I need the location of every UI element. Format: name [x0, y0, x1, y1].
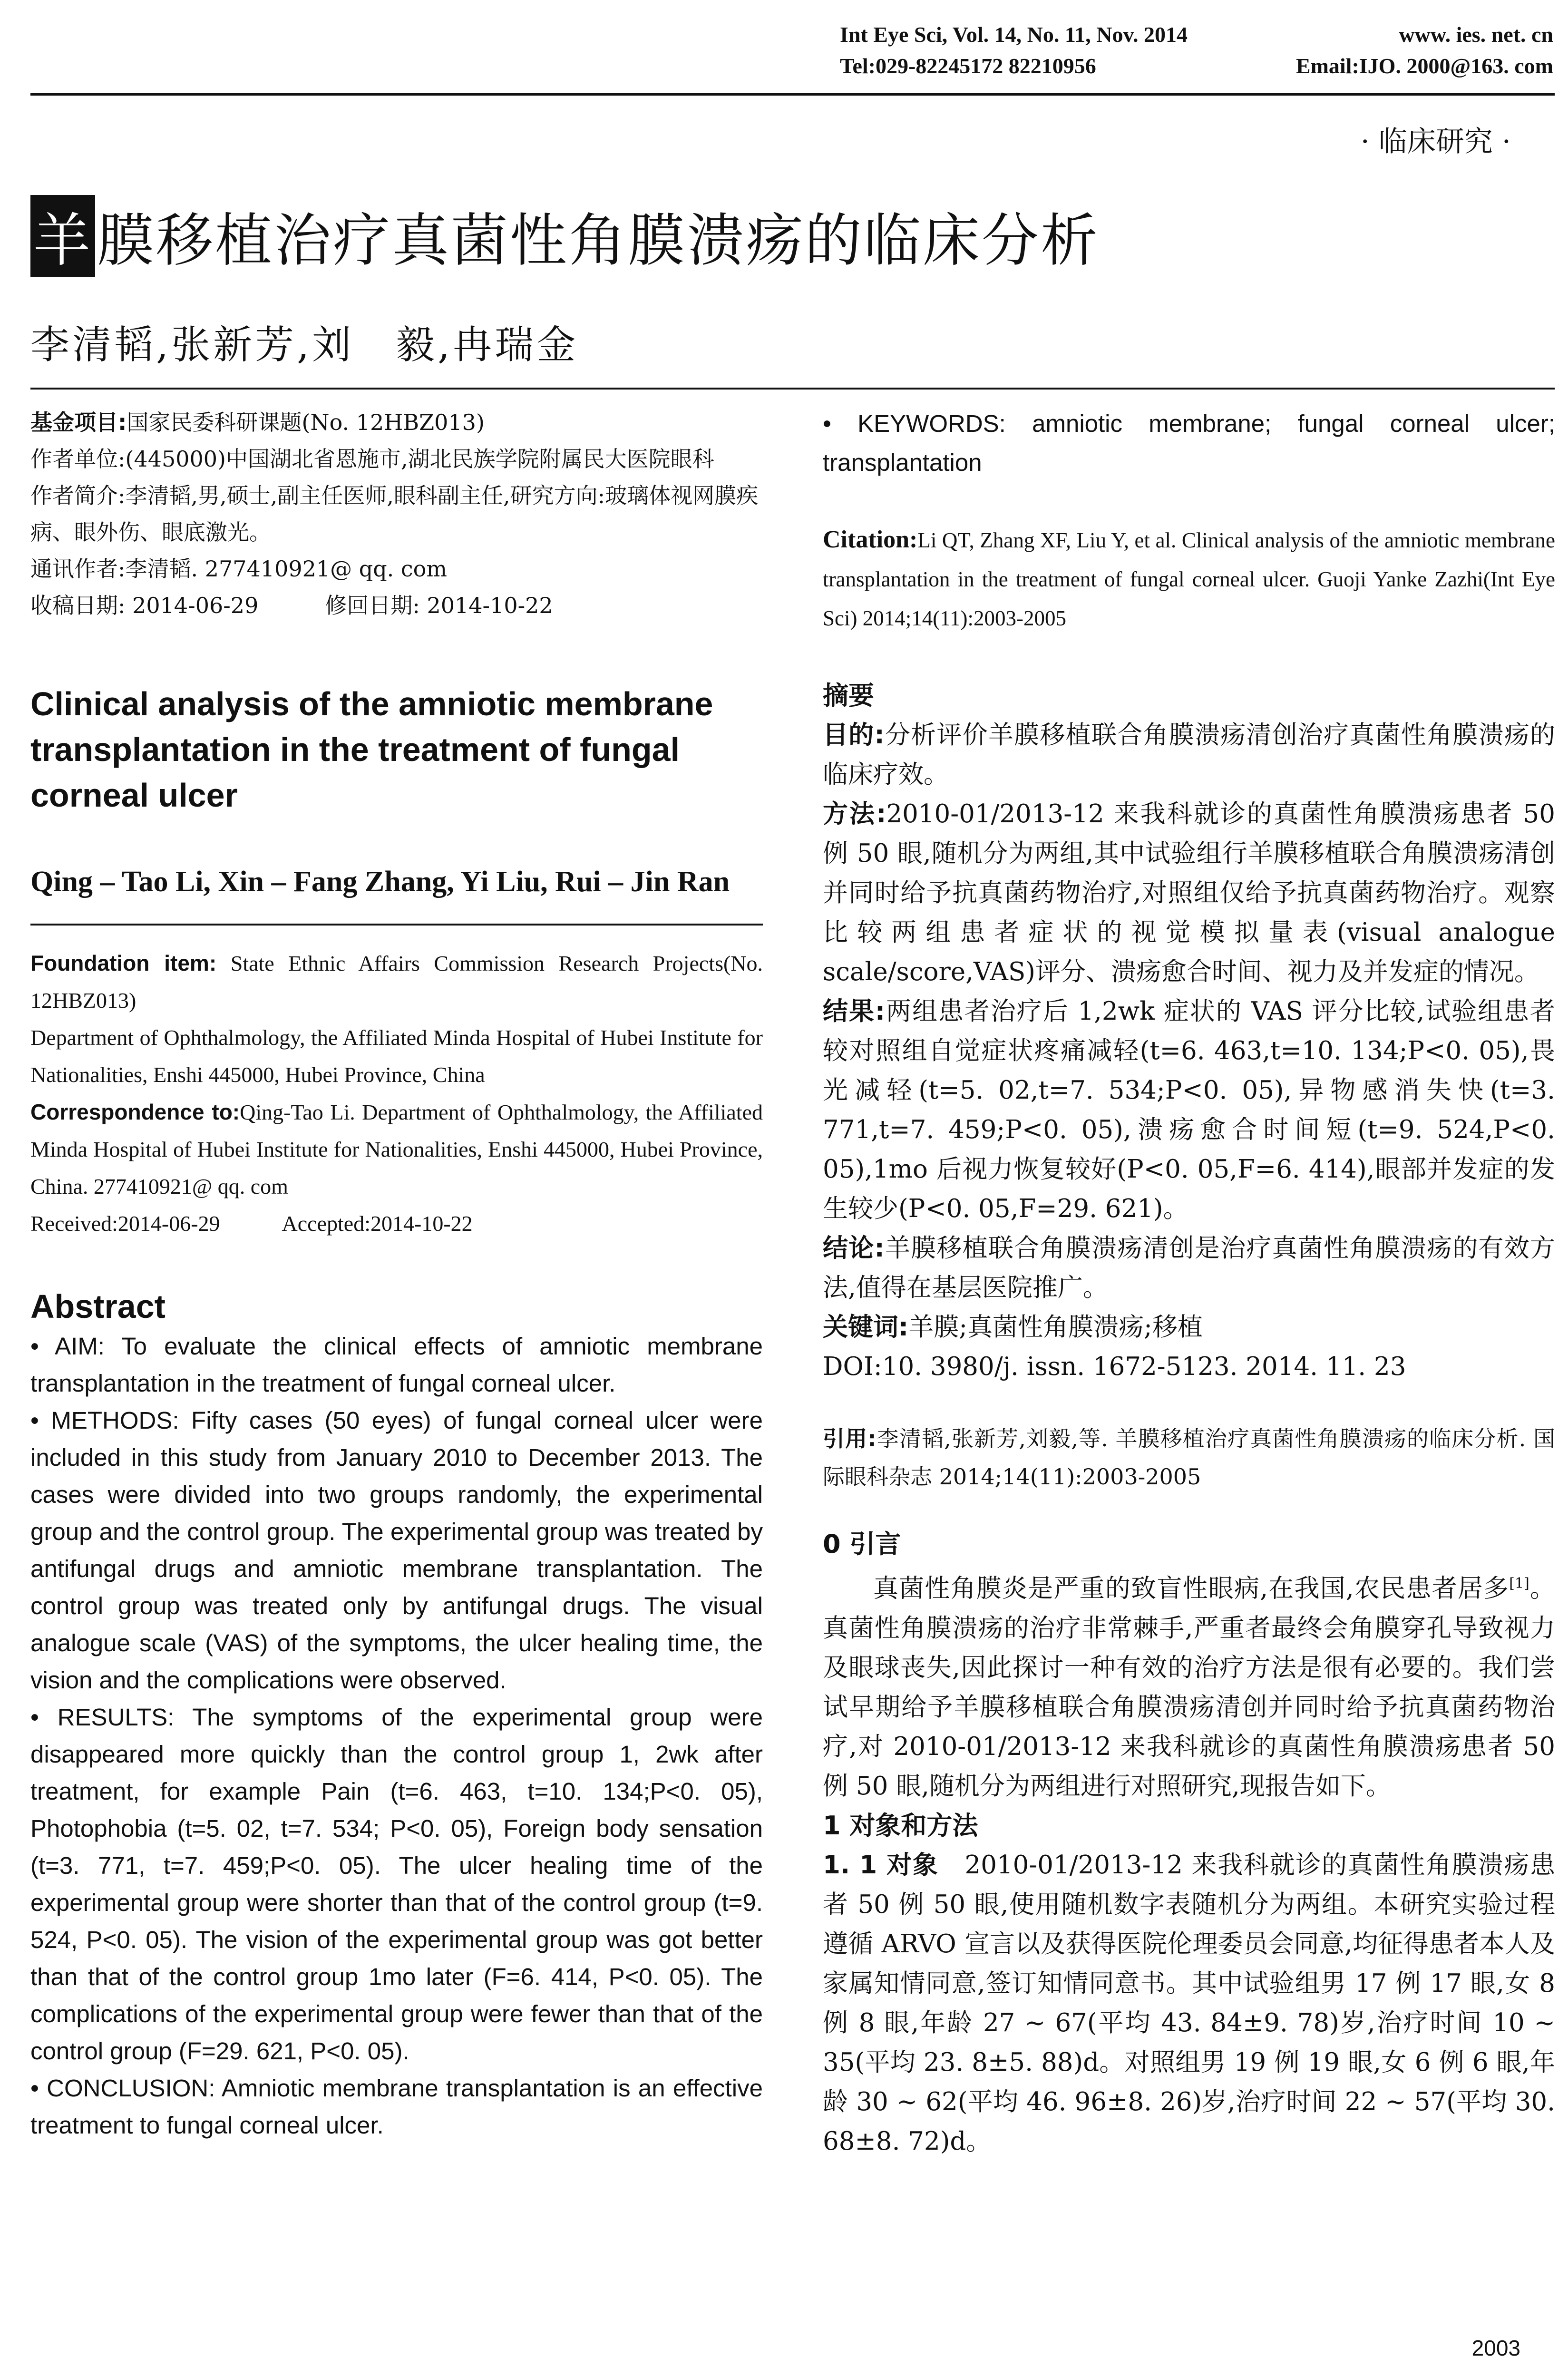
summary-methods — [823, 794, 1555, 992]
corr-text: 李清韬. 277410921@ qq. com — [125, 556, 447, 582]
department-line: Department of Ophthalmology, the Affiliated Minda Hospital of Hubei Institute for Nationalities, Enshi 445000, Hubei Province, China — [30, 1025, 763, 1087]
intro-paragraph — [823, 1564, 1555, 1806]
summary-heading: 摘要 — [823, 681, 874, 711]
intro-heading: 0 引言 — [823, 1529, 901, 1559]
unit-label: 作者单位: — [30, 446, 126, 472]
summary-methods-text: 2010-01/2013-12 来我科就诊的真菌性角膜溃疡患者 50 例 50 眼,随机分为两组,其中试验组行羊膜移植联合角膜溃疡清创并同时给予抗真菌药物治疗,对照组仅给予抗真菌药物治疗。观察比较两组患者症状的视觉模拟量表(visual analogue scale/score,VAS)评分、溃疡愈合时间、视力及并发症的情况。 — [823, 799, 1555, 986]
methods-paragraph — [823, 1845, 1555, 2161]
foundation-label: Foundation item: — [30, 951, 217, 975]
section-tag: · 临床研究 · — [1360, 125, 1511, 158]
title-first-char: 羊 — [30, 195, 95, 277]
dates-line-cn — [30, 587, 763, 624]
summary-conclusion — [823, 1228, 1555, 1307]
intro-ref: [1] — [1509, 1575, 1529, 1592]
correspondence-line — [30, 1093, 763, 1205]
summary-aim-label: 目的: — [823, 721, 885, 750]
page-number: 2003 — [1471, 2336, 1520, 2360]
summary-methods-label: 方法: — [823, 799, 886, 828]
journal-email: Email:IJO. 2000@163. com — [1295, 54, 1553, 78]
summary-keywords-label: 关键词: — [823, 1313, 909, 1342]
accepted-date-en: Accepted:2014-10-22 — [282, 1211, 473, 1236]
unit-text: (445000)中国湖北省恩施市,湖北民族学院附属民大医院眼科 — [125, 446, 714, 472]
left-column — [30, 404, 763, 2144]
abstract-heading: Abstract — [30, 1288, 166, 1325]
revised-date-cn: 修回日期: 2014-10-22 — [325, 593, 553, 618]
received-date-cn: 收稿日期: 2014-06-29 — [30, 593, 259, 618]
bio-label: 作者简介: — [30, 483, 126, 508]
keywords-en: • KEYWORDS: amniotic membrane; fungal corneal ulcer; transplantation — [823, 410, 1555, 476]
summary-results-label: 结果: — [823, 997, 886, 1026]
citation-en — [823, 520, 1555, 638]
article-title-en: Clinical analysis of the amniotic membrane transplantation in the treatment of fungal corneal ulcer — [30, 685, 713, 814]
abstract-conclusion: • CONCLUSION: Amniotic membrane transplantation is an effective treatment to fungal corneal ulcer. — [30, 2075, 763, 2139]
citation-label: Citation: — [823, 526, 918, 553]
received-date-en: Received:2014-06-29 — [30, 1211, 220, 1236]
citation-text: Li QT, Zhang XF, Liu Y, et al. Clinical analysis of the amniotic membrane transplantation in the treatment of fungal corneal ulcer. Guoji Yanke Zazhi(Int Eye Sci) 2014;14(11):2003-2005 — [823, 528, 1555, 630]
article-info-cn — [30, 404, 763, 624]
summary-conclusion-label: 结论: — [823, 1234, 885, 1263]
article-title-cn — [30, 195, 1100, 277]
intro-text-2: 。真菌性角膜溃疡的治疗非常棘手,严重者最终会角膜穿孔导致视力及眼球丧失,因此探讨一种有效的治疗方法是很有必要的。我们尝试早期给予羊膜移植联合角膜溃疡清创并同时给予抗真菌药物治疗,对 2010-01/2013-12 来我科就诊的真菌性角膜溃疡患者 50 例 50 眼,随机分为两组进行对照研究,现报告如下。 — [823, 1574, 1555, 1801]
right-column — [823, 404, 1555, 2161]
authors-cn: 李清韬,张新芳,刘 毅,冉瑞金 — [30, 322, 579, 368]
summary-results-text: 两组患者治疗后 1,2wk 症状的 VAS 评分比较,试验组患者较对照组自觉症状疼痛减轻(t=6. 463,t=10. 134;P<0. 05),畏光减轻(t=5. 02,t=7. 534;P<0. 05),异物感消失快(t=3. 771,t=7. 459;P<0. 05),溃疡愈合时间短(t=9. 524,P<0. 05),1mo 后视力恢复较好(P<0. 05,F=6. 414),眼部并发症的发生较少(P<0. 05,F=29. 621)。 — [823, 997, 1556, 1223]
abstract-results: • RESULTS: The symptoms of the experimental group were disappeared more quickly than the control group 1, 2wk after treatment, for example Pain (t=6. 463, t=10. 134;P<0. 05), Photophobia (t=5. 02, t=7. 534; P<0. 05), Foreign body sensation (t=3. 771, t=7. 459;P<0. 05). The ulcer healing time of the experimental group were shorter than that of the control group (t=9. 524, P<0. 05). The vision of the experimental group was got better than that of the control group 1mo later (F=6. 414, P<0. 05). The complications of the experimental group were fewer than that of the control group (F=29. 621, P<0. 05). — [30, 1704, 763, 2065]
corr-label: 通讯作者: — [30, 556, 126, 582]
bio-text: 李清韬,男,硕士,副主任医师,眼科副主任,研究方向:玻璃体视网膜疾病、眼外伤、眼底激光。 — [30, 483, 759, 545]
summary-results — [823, 992, 1555, 1228]
title-rest: 膜移植治疗真菌性角膜溃疡的临床分析 — [97, 208, 1100, 274]
journal-info: Int Eye Sci, Vol. 14, No. 11, Nov. 2014 — [840, 22, 1188, 47]
correspondence-text: Qing-Tao Li. Department of Ophthalmology, the Affiliated Minda Hospital of Hubei Institute for Nationalities, Enshi 445000, Hubei Province, China. 277410921@ qq. com — [30, 1100, 763, 1198]
summary-keywords-text: 羊膜;真菌性角膜溃疡;移植 — [908, 1313, 1203, 1342]
foundation-line — [30, 945, 763, 1019]
journal-website: www. ies. net. cn — [1399, 22, 1553, 47]
methods-text: 2010-01/2013-12 来我科就诊的真菌性角膜溃疡患者 50 例 50 眼,使用随机数字表随机分为两组。本研究实验过程遵循 ARVO 宣言以及获得医院伦理委员会同意,均征得患者本人及家属知情同意,签订知情同意书。其中试验组男 17 例 17 眼,女 8 例 8 眼,年龄 27 ~ 67(平均 43. 84±9. 78)岁,治疗时间 10 ~ 35(平均 23. 8±5. 88)d。对照组男 19 例 19 眼,女 6 例 6 眼,年龄 30 ~ 62(平均 46. 96±8. 26)岁,治疗时间 22 ~ 57(平均 30. 68±8. 72)d。 — [823, 1850, 1556, 2156]
cite-cn — [823, 1420, 1555, 1496]
summary-doi: DOI:10. 3980/j. issn. 1672-5123. 2014. 11. 23 — [823, 1352, 1406, 1381]
methods-section — [823, 1806, 1555, 2161]
methods-heading: 1 对象和方法 — [823, 1810, 978, 1841]
fund-label: 基金项目: — [30, 409, 127, 435]
authors-en: Qing – Tao Li, Xin – Fang Zhang, Yi Liu, Rui – Jin Ran — [30, 866, 730, 898]
unit-line — [30, 441, 763, 477]
correspondence-label: Correspondence to: — [30, 1100, 240, 1124]
methods-sub-label: 1. 1 对象 — [823, 1850, 939, 1880]
abstract-aim: • AIM: To evaluate the clinical effects of amniotic membrane transplantation in the treatment of fungal corneal ulcer. — [30, 1333, 763, 1397]
summary-conclusion-text: 羊膜移植联合角膜溃疡清创是治疗真菌性角膜溃疡的有效方法,值得在基层医院推广。 — [823, 1234, 1555, 1302]
title-rule — [30, 388, 1555, 390]
journal-tel: Tel:029-82245172 82210956 — [840, 54, 1096, 78]
cite-cn-label: 引用: — [823, 1426, 877, 1452]
summary-aim-text: 分析评价羊膜移植联合角膜溃疡清创治疗真菌性角膜溃疡的临床疗效。 — [823, 721, 1555, 789]
article-info-en — [30, 945, 763, 1242]
summary-keywords — [823, 1307, 1555, 1347]
corr-line — [30, 551, 763, 587]
received-line-en — [30, 1205, 763, 1242]
summary-cn — [823, 676, 1555, 1386]
cite-cn-text: 李清韬,张新芳,刘毅,等. 羊膜移植治疗真菌性角膜溃疡的临床分析. 国际眼科杂志 2014;14(11):2003-2005 — [823, 1426, 1555, 1490]
abstract-methods: • METHODS: Fifty cases (50 eyes) of fungal corneal ulcer were included in this study from January 2010 to December 2013. The cases were divided into two groups randomly, the experimental group and the control group. The experimental group was treated by antifungal drugs and amniotic membrane transplantation. The control group was treated only by antifungal drugs. The visual analogue scale (VAS) of the symptoms, the ulcer healing time, the vision and the complications were observed. — [30, 1407, 763, 1694]
foundation-text: State Ethnic Affairs Commission Research Projects(No. 12HBZ013) — [30, 951, 763, 1013]
fund-text: 国家民委科研课题(No. 12HBZ013) — [127, 409, 485, 435]
fund-line — [30, 404, 763, 441]
authors-rule — [30, 924, 763, 925]
intro-text-1: 真菌性角膜炎是严重的致盲性眼病,在我国,农民患者居多 — [873, 1574, 1510, 1603]
header-rule — [30, 93, 1555, 96]
summary-aim — [823, 715, 1555, 794]
bio-line — [30, 477, 763, 551]
running-header — [840, 19, 1553, 82]
introduction — [823, 1524, 1555, 1806]
